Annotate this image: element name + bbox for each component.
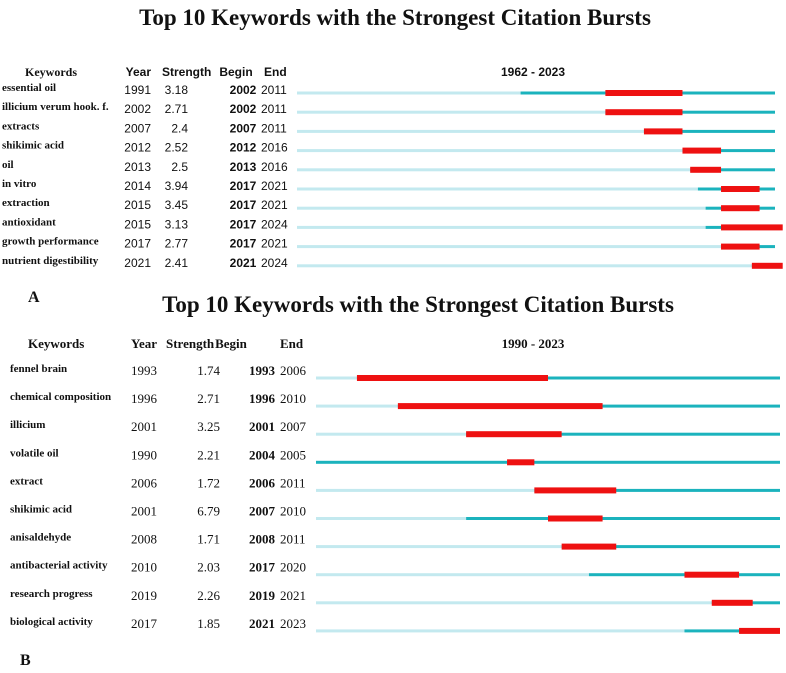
timeline-inactive-bar — [297, 226, 706, 229]
year-value: 2015 — [124, 198, 151, 213]
begin-value: 2006 — [249, 475, 275, 491]
end-value: 2011 — [280, 531, 306, 547]
timeline-active-bar — [466, 517, 780, 520]
year-value: 1993 — [131, 363, 157, 378]
begin-value: 2007 — [229, 121, 257, 136]
panel-a-row — [2, 255, 783, 270]
end-value: 2011 — [261, 83, 287, 97]
end-value: 2010 — [280, 391, 306, 407]
burst-bar — [684, 572, 739, 578]
timeline-inactive-bar — [316, 517, 466, 520]
begin-value: 1993 — [249, 363, 275, 378]
strength-value: 2.41 — [164, 255, 188, 270]
begin-value: 2007 — [249, 503, 275, 519]
strength-value: 2.03 — [197, 559, 220, 575]
burst-bar — [507, 459, 534, 465]
strength-value: 2.71 — [164, 102, 188, 117]
panel-a-row — [2, 82, 775, 97]
keyword-label: research progress — [10, 587, 93, 600]
strength-value: 1.74 — [197, 363, 220, 378]
strength-value: 6.79 — [197, 503, 220, 519]
panel-b-header-strength: Strength — [166, 336, 215, 351]
timeline-inactive-bar — [297, 264, 752, 267]
year-value: 2013 — [124, 159, 151, 174]
timeline-inactive-bar — [316, 545, 562, 548]
timeline-inactive-bar — [316, 629, 684, 632]
begin-value: 2017 — [249, 559, 275, 575]
year-value: 2001 — [131, 503, 157, 519]
strength-value: 1.85 — [197, 615, 220, 631]
timeline-inactive-bar — [316, 601, 712, 604]
year-value: 2001 — [131, 419, 157, 435]
strength-value: 2.52 — [164, 140, 188, 155]
panel-a-table — [2, 65, 783, 270]
year-value: 2010 — [131, 559, 157, 575]
keyword-label: anisaldehyde — [10, 531, 72, 544]
panel-b-header-begin: Begin — [215, 336, 247, 351]
strength-value: 2.4 — [171, 121, 188, 136]
year-value: 2012 — [124, 140, 151, 155]
panel-a-header-strength: Strength — [162, 65, 212, 79]
strength-value: 2.26 — [197, 587, 220, 603]
panel-b-row — [10, 616, 780, 634]
panel-b-row — [10, 532, 780, 550]
keyword-label: volatile oil — [10, 447, 59, 460]
strength-value: 2.77 — [164, 236, 188, 251]
year-value: 2021 — [124, 255, 151, 270]
panel-a-header-timeline: 1962 - 2023 — [500, 65, 566, 79]
begin-value: 2013 — [229, 159, 257, 174]
panel-a-header-keywords: Keywords — [25, 65, 77, 79]
timeline-inactive-bar — [297, 92, 521, 95]
panel-b-title: Top 10 Keywords with the Strongest Citation Bursts — [162, 292, 674, 317]
panel-a-label: A — [28, 289, 40, 306]
keyword-label: antibacterial activity — [10, 559, 108, 572]
end-value: 2006 — [280, 363, 306, 378]
timeline-inactive-bar — [297, 149, 682, 152]
panel-b-row — [10, 504, 780, 522]
begin-value: 2001 — [249, 419, 275, 435]
end-value: 2023 — [280, 615, 306, 631]
panel-a-row — [2, 140, 775, 155]
burst-bar — [721, 224, 783, 230]
burst-bar — [682, 148, 721, 154]
strength-value: 3.45 — [164, 198, 188, 213]
panel-b-row — [10, 475, 780, 493]
timeline-inactive-bar — [316, 405, 398, 408]
keyword-label: in vitro — [2, 178, 37, 190]
burst-bar — [605, 109, 682, 115]
panel-a-header-year: Year — [125, 65, 151, 79]
keyword-label: extract — [10, 475, 43, 488]
burst-bar — [534, 487, 616, 493]
year-value: 1991 — [124, 83, 151, 97]
timeline-active-bar — [316, 461, 780, 464]
burst-bar — [605, 90, 682, 96]
burst-bar — [357, 375, 548, 381]
panel-a-row — [2, 236, 775, 251]
begin-value: 2017 — [229, 236, 257, 251]
end-value: 2016 — [261, 159, 288, 174]
timeline-inactive-bar — [297, 188, 698, 191]
end-value: 2021 — [261, 179, 288, 193]
panel-b-label: B — [20, 652, 31, 669]
keyword-label: shikimic acid — [2, 139, 65, 152]
year-value: 2017 — [131, 615, 157, 631]
year-value: 2007 — [124, 121, 151, 136]
panel-b-header-year: Year — [131, 336, 157, 351]
panel-a-title: Top 10 Keywords with the Strongest Citation Bursts — [139, 5, 651, 30]
panel-b-row — [10, 588, 780, 606]
panel-b-header-end: End — [280, 336, 304, 351]
burst-bar — [644, 128, 683, 134]
keyword-label: illicium — [10, 419, 46, 432]
year-value: 2019 — [131, 587, 157, 603]
timeline-inactive-bar — [316, 377, 357, 380]
end-value: 2024 — [261, 255, 288, 270]
strength-value: 3.18 — [164, 83, 188, 97]
burst-bar — [398, 403, 603, 409]
end-value: 2011 — [261, 102, 287, 117]
panel-b-row — [10, 419, 780, 437]
end-value: 2010 — [280, 503, 306, 519]
begin-value: 2008 — [249, 531, 275, 547]
keyword-label: essential oil — [2, 82, 57, 94]
begin-value: 2004 — [249, 447, 275, 463]
end-value: 2021 — [261, 198, 288, 213]
panel-b-row — [10, 447, 780, 465]
burst-bar — [752, 263, 783, 269]
panel-a-row — [2, 216, 783, 231]
timeline-inactive-bar — [297, 111, 605, 114]
begin-value: 2019 — [249, 587, 275, 603]
burst-bar — [466, 431, 562, 437]
strength-value: 3.94 — [164, 179, 188, 193]
begin-value: 1996 — [249, 391, 275, 407]
keyword-label: biological activity — [10, 615, 93, 628]
keyword-label: chemical composition — [10, 391, 112, 404]
panel-a-header-end: End — [264, 65, 287, 79]
begin-value: 2021 — [249, 615, 275, 631]
panel-b-row — [10, 391, 780, 409]
panel-b-row — [10, 363, 780, 381]
year-value: 1996 — [131, 391, 157, 407]
panel-b-header-timeline: 1990 - 2023 — [501, 336, 565, 351]
begin-value: 2017 — [229, 198, 257, 213]
strength-value: 1.72 — [197, 475, 220, 491]
strength-value: 3.25 — [197, 419, 220, 435]
year-value: 2008 — [131, 531, 157, 547]
year-value: 2002 — [124, 102, 151, 117]
keyword-label: illicium verum hook. f. — [2, 101, 109, 114]
panel-b-table — [10, 336, 780, 634]
panel-a-row — [2, 101, 775, 116]
burst-bar — [548, 516, 603, 522]
year-value: 2014 — [124, 179, 151, 193]
begin-value: 2012 — [229, 140, 257, 155]
year-value: 2017 — [124, 236, 151, 251]
timeline-inactive-bar — [316, 433, 466, 436]
panel-a-row — [2, 159, 775, 174]
keyword-label: nutrient digestibility — [2, 254, 99, 267]
keyword-label: growth performance — [2, 235, 99, 248]
keyword-label: extraction — [2, 197, 50, 210]
end-value: 2021 — [261, 236, 288, 251]
strength-value: 2.5 — [171, 159, 188, 174]
timeline-inactive-bar — [316, 489, 534, 492]
strength-value: 1.71 — [197, 531, 220, 547]
panel-a-row — [2, 120, 775, 135]
burst-bar — [721, 244, 760, 250]
strength-value: 2.21 — [197, 447, 220, 463]
begin-value: 2017 — [229, 179, 257, 193]
end-value: 2024 — [261, 217, 288, 232]
keyword-label: extracts — [2, 120, 40, 133]
burst-bar — [712, 600, 753, 606]
panel-b-header-keywords: Keywords — [28, 336, 85, 351]
end-value: 2011 — [280, 475, 306, 491]
begin-value: 2002 — [229, 102, 257, 117]
begin-value: 2017 — [229, 217, 257, 232]
timeline-inactive-bar — [297, 168, 690, 171]
timeline-inactive-bar — [297, 245, 721, 248]
year-value: 2015 — [124, 217, 151, 232]
year-value: 1990 — [131, 447, 157, 463]
end-value: 2005 — [280, 447, 306, 463]
keyword-label: fennel brain — [10, 363, 68, 375]
panel-a-header-begin: Begin — [219, 65, 253, 79]
burst-bar — [721, 186, 760, 192]
keyword-label: antioxidant — [2, 216, 56, 229]
begin-value: 2002 — [229, 83, 257, 97]
begin-value: 2021 — [229, 255, 257, 270]
burst-bar — [690, 167, 721, 173]
timeline-inactive-bar — [316, 573, 589, 576]
keyword-label: oil — [2, 158, 14, 171]
strength-value: 3.13 — [164, 217, 188, 232]
burst-bar — [739, 628, 780, 634]
end-value: 2011 — [261, 121, 287, 136]
burst-bar — [721, 205, 760, 211]
end-value: 2007 — [280, 419, 306, 435]
timeline-inactive-bar — [297, 207, 706, 210]
panel-b-row — [10, 560, 780, 578]
keyword-label: shikimic acid — [10, 503, 73, 516]
end-value: 2020 — [280, 559, 306, 575]
end-value: 2016 — [261, 140, 288, 155]
panel-a-row — [2, 197, 775, 212]
timeline-inactive-bar — [297, 130, 644, 133]
panel-a-row — [2, 178, 775, 193]
end-value: 2021 — [280, 587, 306, 603]
burst-bar — [562, 544, 617, 550]
strength-value: 2.71 — [197, 391, 220, 407]
year-value: 2006 — [131, 475, 157, 491]
